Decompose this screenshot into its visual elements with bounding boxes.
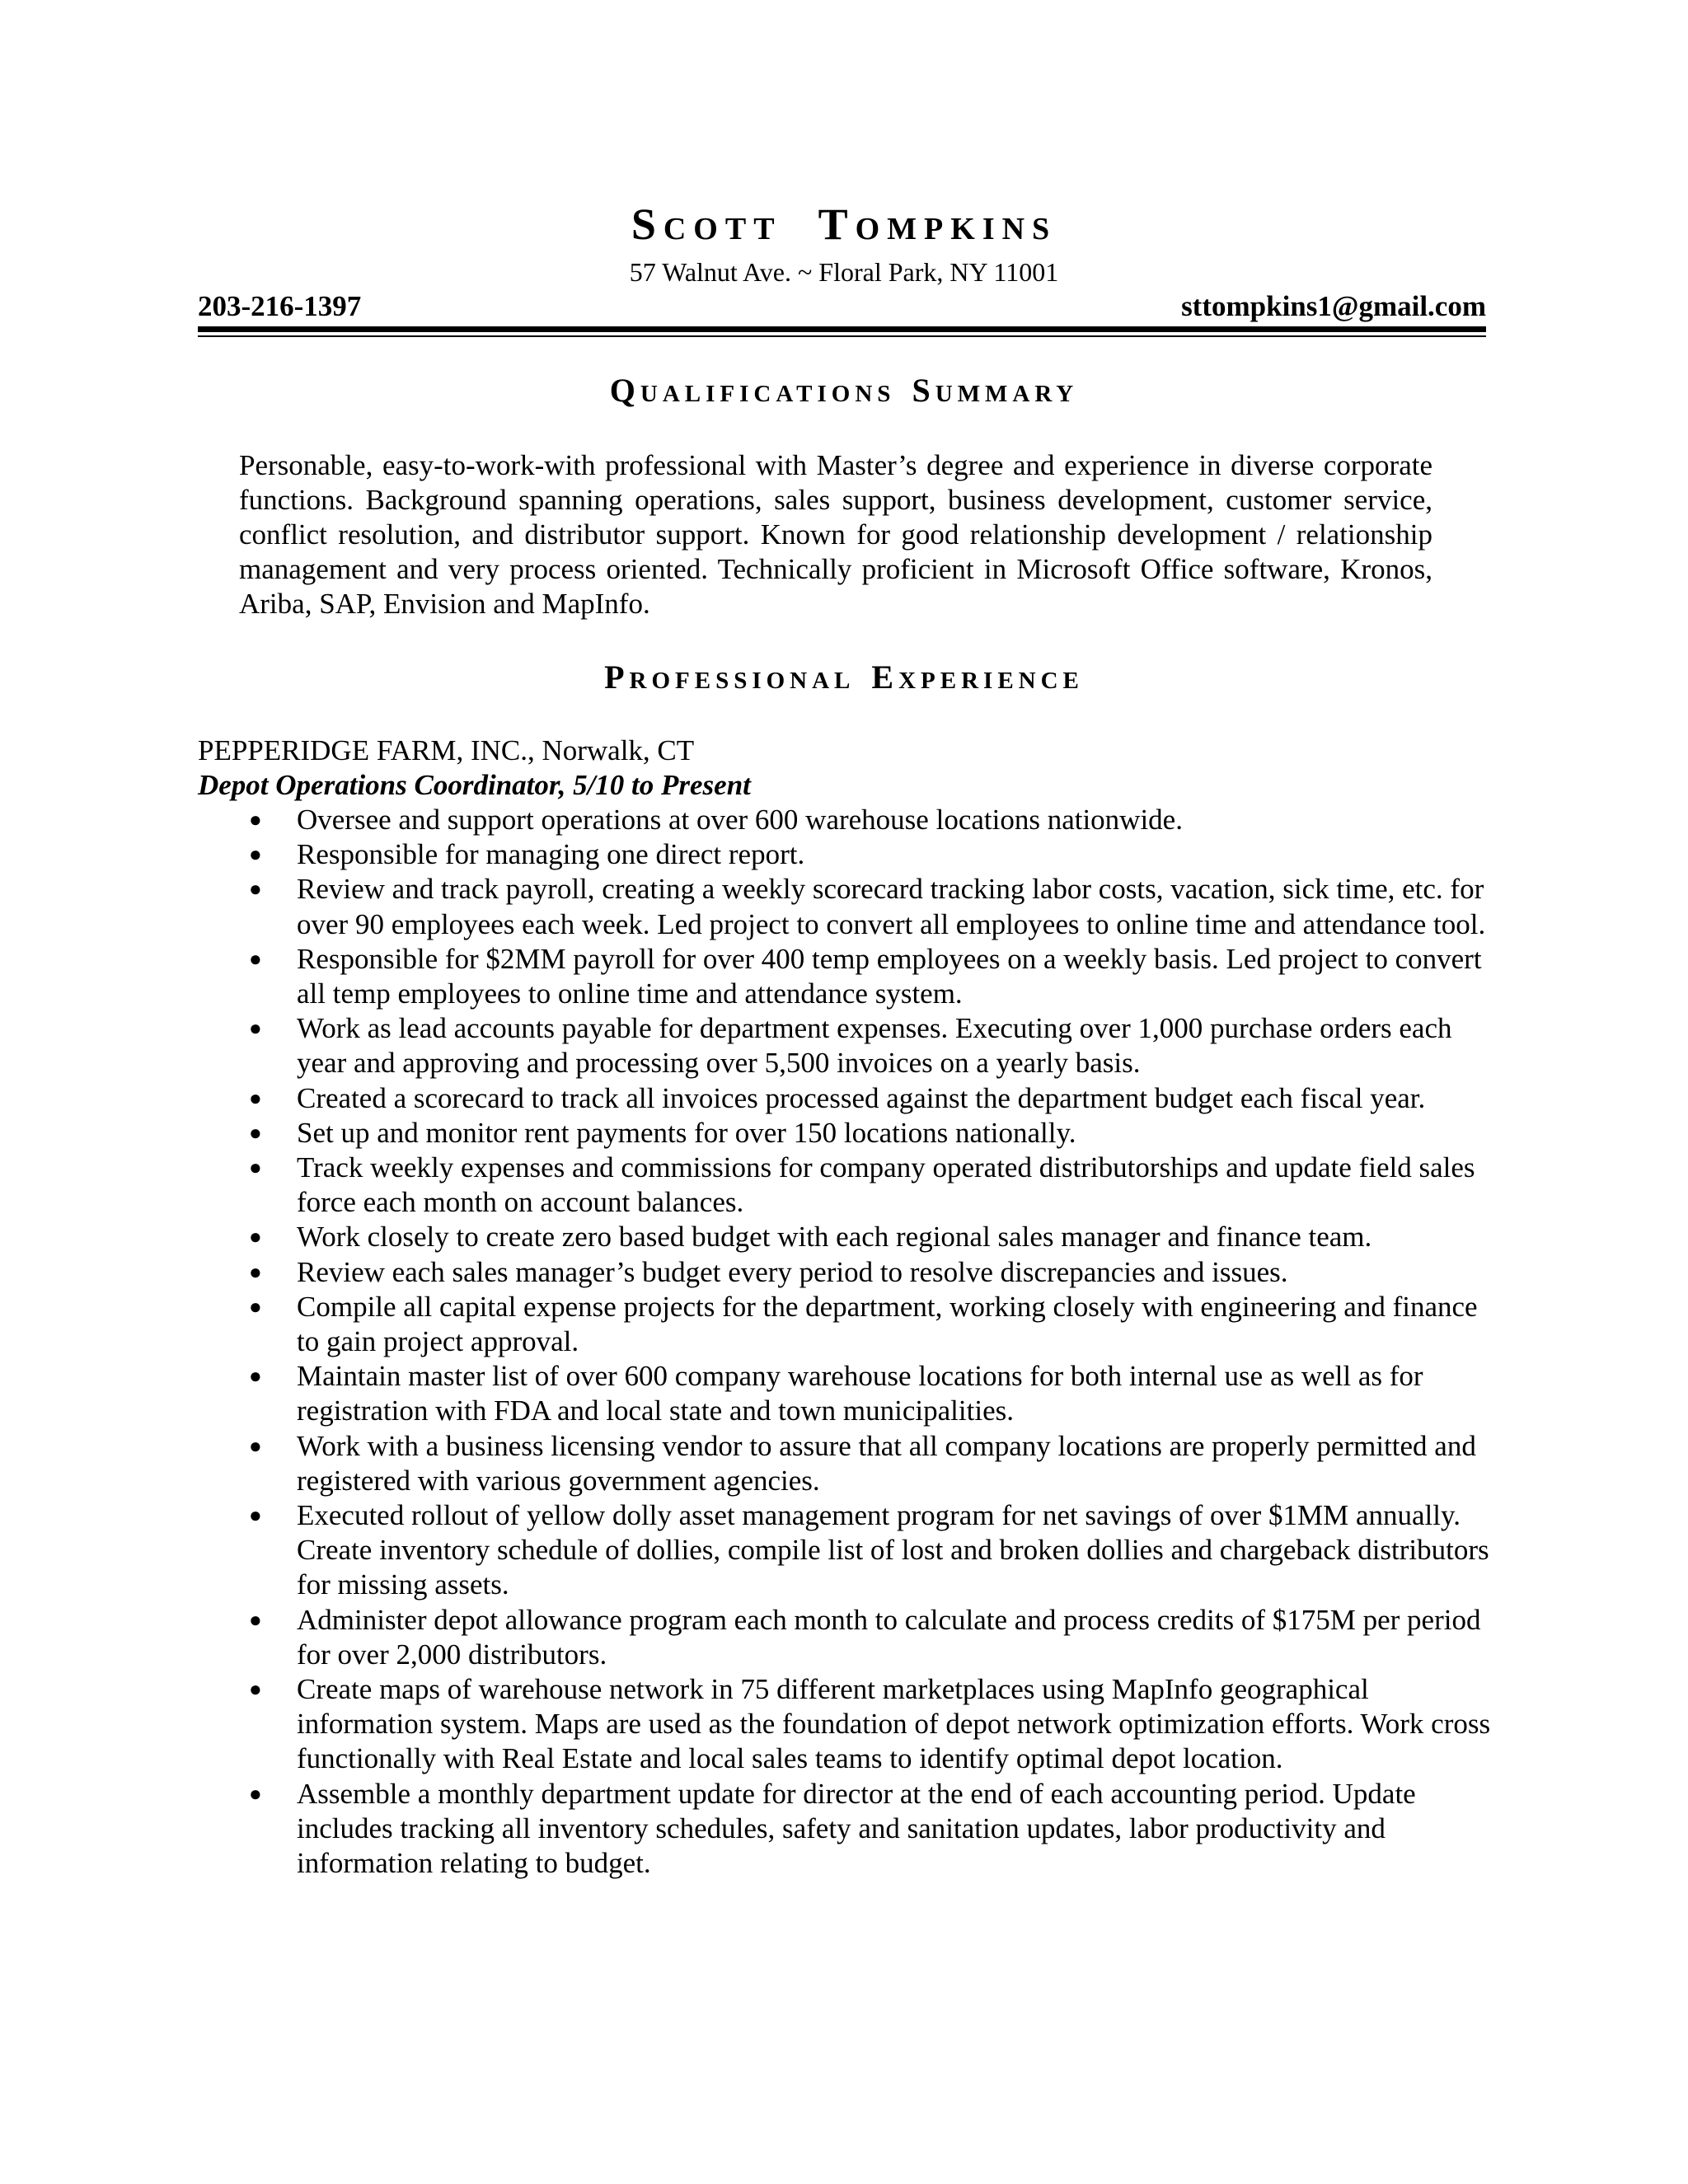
list-item <box>198 872 1500 941</box>
duty-text: Work closely to create zero based budget with each regional sales manager and finance team. <box>297 1221 1372 1254</box>
list-item <box>198 1255 1500 1290</box>
candidate-name <box>0 199 1688 254</box>
email-address[interactable]: sttompkins1@gmail.com <box>1181 290 1486 322</box>
duty-text: Review and track payroll, creating a weekly scorecard tracking labor costs, vacation, sick time, etc. for over 90 employees each week. Led project to convert all employees to online time and attendance tool. <box>297 873 1486 940</box>
heading-rest: UALIFICATIONS <box>640 381 896 407</box>
list-item <box>198 1220 1500 1254</box>
bullet-icon: ● <box>249 1155 262 1180</box>
bullet-icon: ● <box>249 1364 262 1389</box>
duty-text: Created a scorecard to track all invoices processed against the department budget each fiscal year. <box>297 1081 1426 1114</box>
duty-text: Executed rollout of yellow dolly asset management program for net savings of over $1MM annually. Create inventory schedule of dollies, compile list of lost and broken dollies and chargeback distributors for missing assets. <box>297 1499 1489 1601</box>
duty-text: Set up and monitor rent payments for over 150 locations nationally. <box>297 1116 1076 1149</box>
heading-initial: P <box>604 658 630 696</box>
list-item <box>198 1359 1500 1428</box>
duty-text: Oversee and support operations at over 600 warehouse locations nationwide. <box>297 804 1183 836</box>
bullet-icon: ● <box>249 1677 262 1702</box>
bullet-icon: ● <box>249 1225 262 1249</box>
list-item <box>198 1429 1500 1498</box>
list-item <box>198 1151 1500 1220</box>
duty-text: Review each sales manager’s budget every period to resolve discrepancies and issues. <box>297 1255 1288 1288</box>
list-item <box>198 1116 1500 1151</box>
bullet-icon: ● <box>249 1120 262 1145</box>
name-first-rest: COTT <box>663 212 782 246</box>
bullet-icon: ● <box>249 808 262 832</box>
duty-text: Create maps of warehouse network in 75 different marketplaces using MapInfo geographical information system. Maps are used as the foundation of depot network optimization efforts. Work cross functionally with Real Estate and local sales teams to identify optimal depot location. <box>297 1673 1491 1775</box>
bullet-icon: ● <box>249 1607 262 1632</box>
bullet-icon: ● <box>249 1433 262 1458</box>
bullet-icon: ● <box>249 1781 262 1806</box>
duty-text: Responsible for managing one direct report. <box>297 838 805 871</box>
duty-text: Administer depot allowance program each month to calculate and process credits of $175M per period for over 2,000 distributors. <box>297 1603 1481 1671</box>
header-divider-thick <box>198 326 1486 332</box>
bullet-icon: ● <box>249 1259 262 1284</box>
name-first-initial: S <box>631 199 663 249</box>
header-divider-thin <box>198 335 1486 337</box>
list-item <box>198 942 1500 1011</box>
list-item <box>198 837 1500 872</box>
list-item <box>198 1603 1500 1672</box>
bullet-icon: ● <box>249 946 262 971</box>
qualifications-heading <box>0 373 1688 416</box>
bullet-icon: ● <box>249 1085 262 1110</box>
heading-initial: E <box>871 658 899 696</box>
list-item <box>198 1290 1500 1359</box>
bullet-icon: ● <box>249 842 262 867</box>
duty-text: Track weekly expenses and commissions for company operated distributorships and update field sales force each month on account balances. <box>297 1151 1475 1219</box>
duty-text: Work with a business licensing vendor to assure that all company locations are properly permitted and registered with various government agencies. <box>297 1429 1476 1497</box>
duties-list <box>198 803 1500 1881</box>
heading-rest: XPERIENCE <box>898 668 1084 694</box>
duty-text: Work as lead accounts payable for department expenses. Executing over 1,000 purchase orders each year and approving and processing over 5,500 invoices on a yearly basis. <box>297 1012 1452 1080</box>
list-item <box>198 1081 1500 1116</box>
heading-rest: ROFESSIONAL <box>629 668 856 694</box>
experience-heading <box>0 659 1688 703</box>
name-last-initial: T <box>818 199 856 249</box>
list-item <box>198 803 1500 837</box>
bullet-icon: ● <box>249 1016 262 1041</box>
duty-text: Responsible for $2MM payroll for over 400 temp employees on a weekly basis. Led project to convert all temp employees to online time and attendance system. <box>297 942 1482 1010</box>
address: 57 Walnut Ave. ~ Floral Park, NY 11001 <box>629 257 1059 287</box>
duty-text: Assemble a monthly department update for director at the end of each accounting period. Update includes tracking all inventory schedules, safety and sanitation updates, labor productivity and information relating to budget. <box>297 1777 1416 1880</box>
employer-name: PEPPERIDGE FARM, INC., Norwalk, CT <box>198 734 695 766</box>
bullet-icon: ● <box>249 877 262 902</box>
qualifications-summary-text: Personable, easy-to-work-with professional with Master’s degree and experience in diverse corporate functions. Background spanning operations, sales support, business development, customer service, conflict resolution, and distributor support. Known for good relationship development / relationship management and very process oriented. Technically proficient in Microsoft Office software, Kronos, Ariba, SAP, Envision and MapInfo. <box>239 449 1432 620</box>
list-item <box>198 1011 1500 1080</box>
list-item <box>198 1498 1500 1603</box>
job-title: Depot Operations Coordinator, 5/10 to Present <box>198 769 751 801</box>
phone-number: 203-216-1397 <box>198 290 362 322</box>
duty-text: Compile all capital expense projects for the department, working closely with engineering and finance to gain project approval. <box>297 1290 1478 1358</box>
duty-text: Maintain master list of over 600 company warehouse locations for both internal use as well as for registration with FDA and local state and town municipalities. <box>297 1360 1423 1427</box>
list-item <box>198 1672 1500 1777</box>
bullet-icon: ● <box>249 1503 262 1528</box>
heading-initial: S <box>912 372 935 409</box>
name-last-rest: OMPKINS <box>855 212 1057 246</box>
heading-rest: UMMARY <box>935 381 1079 407</box>
bullet-icon: ● <box>249 1294 262 1319</box>
list-item <box>198 1777 1500 1882</box>
heading-initial: Q <box>609 372 640 409</box>
